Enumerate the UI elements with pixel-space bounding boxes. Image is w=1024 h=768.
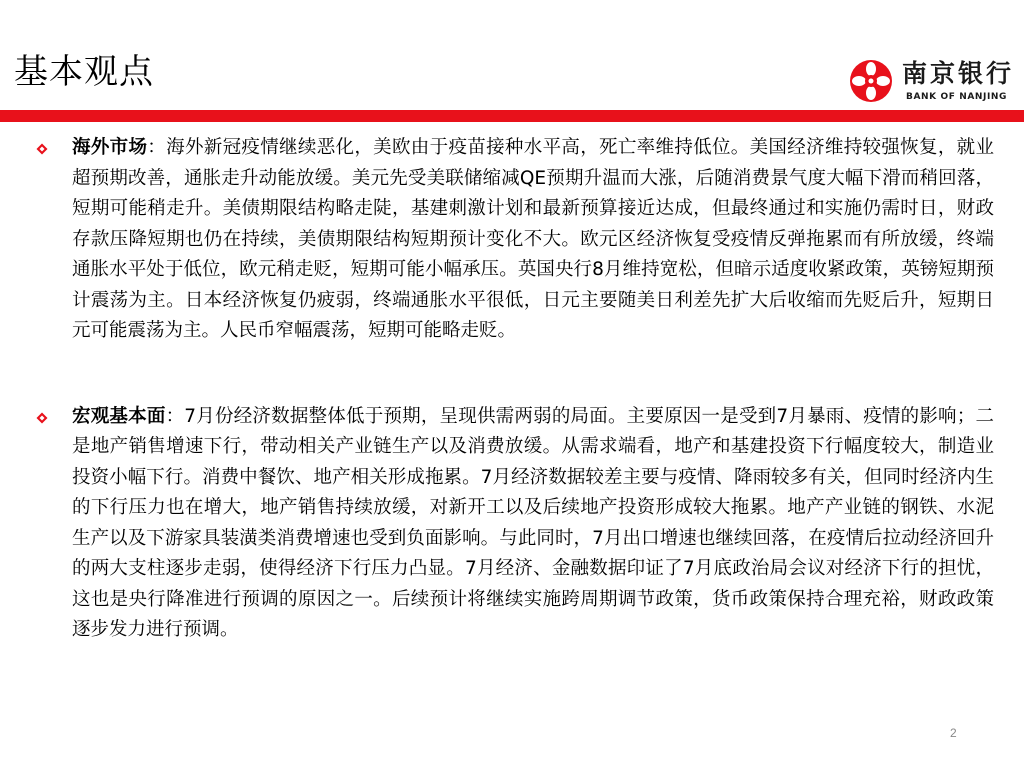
bullet-term: 海外市场 — [72, 137, 148, 158]
page-number: 2 — [950, 726, 957, 740]
bullet-separator: ： — [165, 405, 185, 427]
slide-title: 基本观点 — [14, 52, 154, 92]
bullet-icon — [36, 412, 48, 424]
bullet-term: 宏观基本面 — [72, 405, 166, 427]
bullet-separator: ： — [147, 137, 167, 158]
bank-logo-icon — [848, 58, 894, 104]
bullet-text: 7月份经济数据整体低于预期，呈现供需两弱的局面。主要原因一是受到7月暴雨、疫情的影响；二是地产销售增速下行，带动相关产业链生产以及消费放缓。从需求端看，地产和基建投资下行幅度较大，制造业投资小幅下行。消费中餐饮、地产相关形成拖累。7月经济数据较差主要与疫情、降雨较多有关，但同时经济内生的下行压力也在增大，地产销售持续放缓，对新开工以及后续地产投资形成较大拖累。地产产业链的钢铁、水泥生产以及下游家具装潢类消费增速也受到负面影响。与此同时，7月出口增速也继续回落，在疫情后拉动经济回升的两大支柱逐步走弱，使得经济下行压力凸显。7月经济、金融数据印证了7月底政治局会议对经济下行的担忧，这也是央行降准进行预调的原因之一。后续预计将继续实施跨周期调节政策，货币政策保持合理充裕，财政政策逐步发力进行预调。 — [72, 405, 994, 640]
bank-name-cn: 南京银行 — [902, 59, 1015, 88]
bullet-icon — [36, 143, 48, 155]
bank-name-en: BANK OF NANJING — [906, 92, 1008, 102]
bank-logo — [848, 58, 1018, 108]
slide-content — [34, 133, 994, 646]
bullet-text: 海外新冠疫情继续恶化，美欧由于疫苗接种水平高，死亡率维持低位。美国经济维持较强恢复，就业超预期改善，通胀走升动能放缓。美元先受美联储缩减QE预期升温而大涨，后随消费景气度大幅下滑而稍回落，短期可能稍走升。美债期限结构略走陡，基建刺激计划和最新预算接近达成，但最终通过和实施仍需时日，财政存款压降短期也仍在持续，美债期限结构短期预计变化不大。欧元区经济恢复受疫情反弹拖累而有所放缓，终端通胀水平处于低位，欧元稍走贬，短期可能小幅承压。英国央行8月维持宽松，但暗示适度收紧政策，英镑短期预计震荡为主。日本经济恢复仍疲弱，终端通胀水平很低，日元主要随美日利差先扩大后收缩而先贬后升，短期日元可能震荡为主。人民币窄幅震荡，短期可能略走贬。 — [72, 137, 994, 341]
header-divider-bar — [0, 110, 1024, 122]
bullet-overseas-markets — [34, 133, 994, 347]
bullet-macro-fundamentals — [34, 402, 994, 646]
